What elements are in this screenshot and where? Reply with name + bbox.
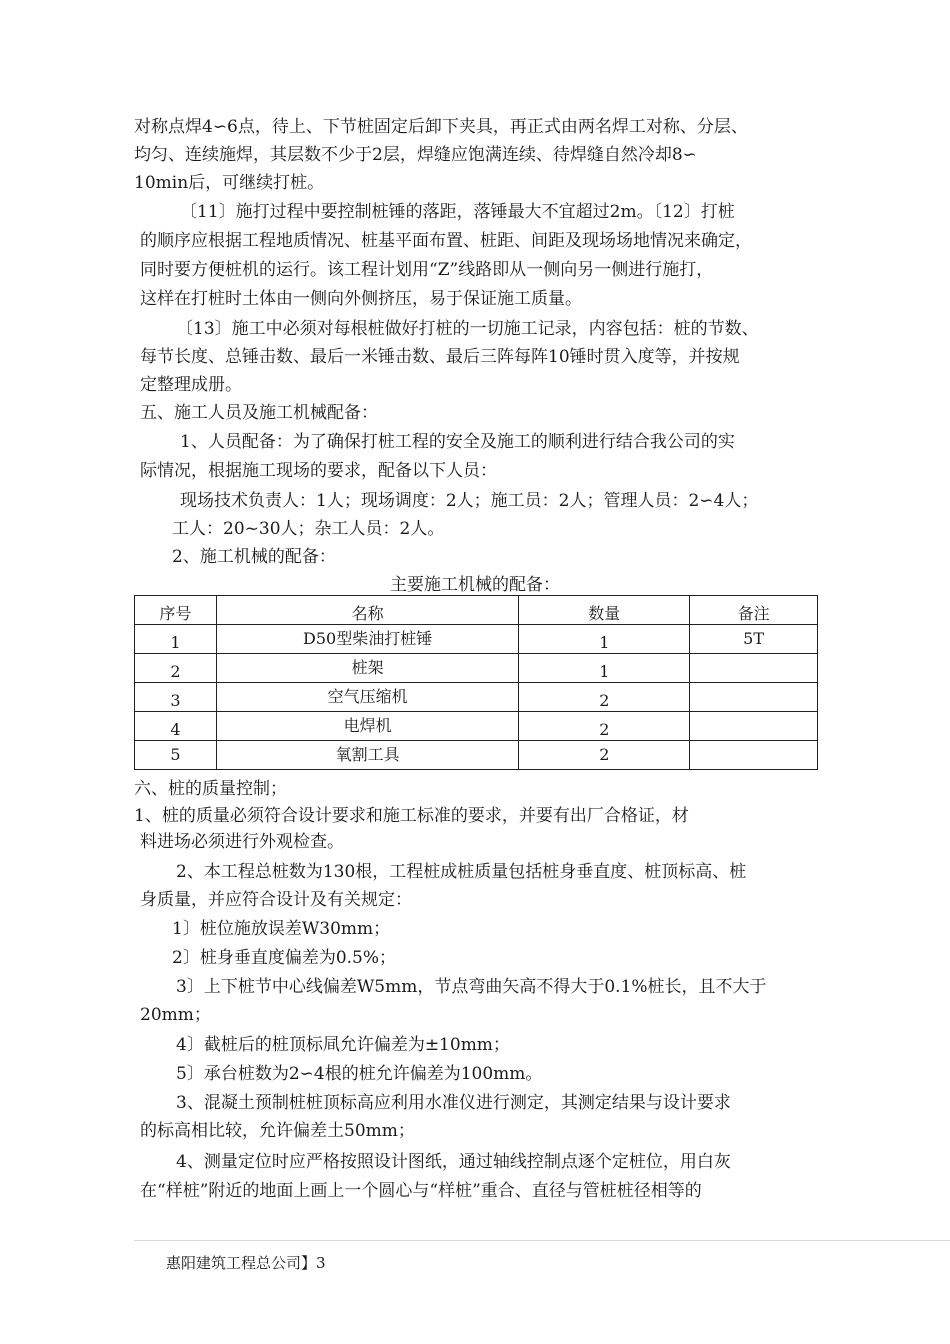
- page-number: 3: [316, 1254, 326, 1272]
- table-cell: 2: [135, 654, 217, 683]
- text-line: 4、测量定位时应严格按照设计图纸，通过轴线控制点逐个定桩位，用白灰: [176, 1152, 731, 1172]
- text-line: 2、施工机械的配备：: [172, 547, 336, 567]
- table-row: [135, 741, 818, 770]
- text-line: 的标高相比较，允许偏差土50mm；: [140, 1121, 415, 1141]
- table-cell: 2: [519, 683, 690, 712]
- table-cell: 1: [135, 625, 217, 654]
- text-line: 〔11〕施打过程中要控制桩锤的落距，落锤最大不宜超过2m。〔12〕打桩: [180, 202, 735, 222]
- text-line: 同时要方便桩机的运行。该工程计划用“Z”线路即从一侧向另一侧进行施打，: [140, 260, 714, 280]
- text-line: 2、本工程总桩数为130根，工程桩成桩质量包括桩身垂直度、桩顶标高、桩: [176, 862, 747, 882]
- table-cell: 4: [135, 712, 217, 741]
- page-footer: [166, 1253, 326, 1273]
- section-heading: 六、桩的质量控制；: [134, 779, 287, 799]
- text-line: 际情况，根据施工现场的要求，配备以下人员：: [140, 461, 497, 481]
- table-cell: 1: [519, 625, 690, 654]
- table-row: [135, 712, 818, 741]
- text-line: 对称点焊4∽6点，待上、下节桩固定后卸下夹具，再正式由两名焊工对称、分层、: [134, 117, 748, 137]
- table-cell: 电焊机: [216, 712, 519, 741]
- equipment-table: [134, 595, 818, 770]
- table-cell: D50型柴油打桩锤: [216, 625, 519, 654]
- table-cell: 1: [519, 654, 690, 683]
- table-header-cell: 序号: [135, 596, 217, 625]
- table-cell: [690, 683, 818, 712]
- text-line: 2〕桩身垂直度偏差为0.5%；: [172, 948, 397, 968]
- text-line: 均匀、连续施焊，其层数不少于2层，焊缝应饱满连续、待焊缝自然冷却8∽: [134, 145, 697, 165]
- text-line: 工人：20~30人；杂工人员：2人。: [172, 519, 445, 539]
- text-line: 料进场必须进行外观检查。: [140, 832, 344, 852]
- text-line: 的顺序应根据工程地质情况、桩基平面布置、桩距、间距及现场场地情况来确定，: [140, 231, 752, 251]
- table-row: [135, 654, 818, 683]
- footer-divider: [134, 1240, 950, 1241]
- table-header-cell: 数量: [519, 596, 690, 625]
- text-line: 定整理成册。: [140, 375, 242, 395]
- table-cell: [690, 712, 818, 741]
- text-line: 1、桩的质量必须符合设计要求和施工标准的要求，并要有出厂合格证，材: [134, 806, 689, 826]
- text-line: 3〕上下桩节中心线偏差W5mm，节点弯曲矢高不得大于0.1%桩长，且不大于: [176, 977, 767, 997]
- table-cell: 2: [519, 712, 690, 741]
- table-cell: 2: [519, 741, 690, 770]
- text-line: 1、人员配备：为了确保打桩工程的安全及施工的顺利进行结合我公司的实: [180, 432, 735, 452]
- table-cell: 5: [135, 741, 217, 770]
- text-line: 5〕承台桩数为2∽4根的桩允许偏差为100mm。: [176, 1064, 543, 1084]
- table-cell: 桩架: [216, 654, 519, 683]
- text-line: 在“样桩”附近的地面上画上一个圆心与“样桩”重合、直径与管桩桩径相等的: [140, 1181, 702, 1201]
- text-line: 10min后，可继续打桩。: [134, 173, 325, 193]
- table-cell: 5T: [690, 625, 818, 654]
- text-line: 现场技术负责人：1人；现场调度：2人；施工员：2人；管理人员：2∽4人；: [180, 491, 759, 511]
- text-line: 1〕桩位施放误差W30mm；: [172, 919, 391, 939]
- text-line: 〔13〕施工中必须对每根桩做好打桩的一切施工记录，内容包括：桩的节数、: [176, 319, 759, 339]
- table-row: [135, 625, 818, 654]
- section-heading: 五、施工人员及施工机械配备：: [140, 403, 378, 423]
- table-header-cell: 备注: [690, 596, 818, 625]
- text-line: 每节长度、总锤击数、最后一米锤击数、最后三阵每阵10锤时贯入度等，并按规: [140, 347, 740, 367]
- table-cell: 3: [135, 683, 217, 712]
- text-line: 4〕截桩后的桩顶标凬允许偏差为±10mm；: [176, 1035, 510, 1055]
- table-header-cell: 名称: [216, 596, 519, 625]
- table-header-row: [135, 596, 818, 625]
- table-cell: 氧割工具: [216, 741, 519, 770]
- table-caption: 主要施工机械的配备：: [390, 575, 560, 595]
- text-line: 3、混凝土预制桩桩顶标高应利用水准仪进行测定，其测定结果与设计要求: [176, 1093, 731, 1113]
- table-cell: 空气压缩机: [216, 683, 519, 712]
- table-cell: [690, 741, 818, 770]
- table-row: [135, 683, 818, 712]
- footer-company: 惠阳建筑工程总公司】: [166, 1254, 317, 1272]
- table-cell: [690, 654, 818, 683]
- text-line: 身质量，并应符合设计及有关规定：: [140, 890, 412, 910]
- text-line: 20mm；: [140, 1005, 211, 1025]
- text-line: 这样在打桩时土体由一侧向外侧挤压，易于保证施工质量。: [140, 289, 582, 309]
